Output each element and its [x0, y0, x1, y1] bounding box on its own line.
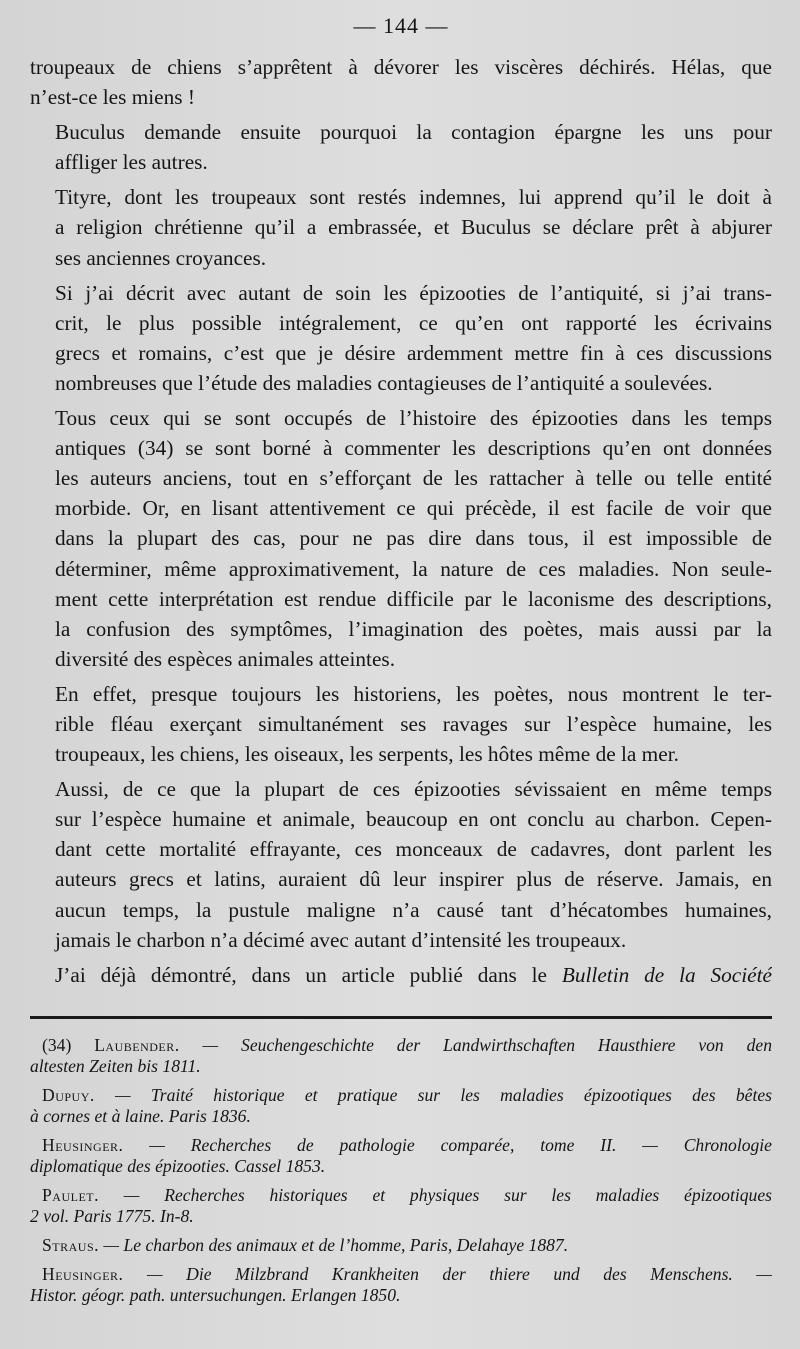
text-line: ment cette interprétation est rendue difficile par le laconisme des descriptions,	[55, 586, 772, 611]
footnote-line	[30, 1235, 772, 1256]
footnote-author: Heusinger.	[42, 1263, 124, 1284]
paragraph	[30, 278, 772, 398]
footnote	[30, 1085, 772, 1127]
footnote-title: — Recherches historiques et physiques sur les maladies épizootiques	[99, 1184, 772, 1205]
text-line: Buculus demande ensuite pourquoi la contagion épargne les uns pour	[55, 120, 772, 145]
text-line: n’est-ce les miens !	[30, 85, 195, 110]
text-line: la confusion des symptômes, l’imagination des poètes, mais aussi par la	[55, 616, 772, 641]
footnote-author: Dupuy.	[42, 1084, 95, 1105]
text-line: déterminer, même approximativement, la nature de ces maladies. Non seule-	[55, 556, 772, 581]
text-line: grecs et romains, c’est que je désire ardemment mettre fin à ces discussions	[55, 340, 772, 365]
text-line: dant cette mortalité effrayante, ces monceaux de cadavres, dont parlent les	[55, 837, 772, 862]
text-line: auteurs grecs et latins, auraient dû leur inspirer plus de réserve. Jamais, en	[55, 867, 772, 892]
footnote-title: — Traité historique et pratique sur les maladies épizootiques des bêtes	[94, 1084, 772, 1105]
text-line: nombreuses que l’étude des maladies contagieuses de l’antiquité a soulevées.	[55, 370, 713, 395]
main-text	[30, 52, 772, 990]
paragraph	[30, 774, 772, 955]
text-line: rible fléau exerçant simultanément ses ravages sur l’espèce humaine, les	[55, 711, 772, 736]
text-line: a religion chrétienne qu’il a embrassée, et Buculus se déclare prêt à abjurer	[55, 215, 772, 240]
text-line: Tityre, dont les troupeaux sont restés indemnes, lui apprend qu’il le doit à	[55, 185, 772, 210]
footnote	[30, 1135, 772, 1177]
footnote-line	[30, 1035, 772, 1056]
footnote-author: Straus.	[42, 1234, 100, 1255]
text-line: antiques (34) se sont borné à commenter les descriptions qu’en ont données	[55, 436, 772, 461]
text-line: Tous ceux qui se sont occupés de l’histoire des épizooties dans les temps	[55, 406, 772, 431]
footnote-title: — Seuchengeschichte der Landwirthschaften Hausthiere von den	[179, 1034, 772, 1055]
text-line: morbide. Or, en lisant attentivement ce qui précède, il est facile de voir que	[55, 496, 772, 521]
text-line: En effet, presque toujours les historiens, les poètes, nous montrent le ter-	[55, 681, 772, 706]
footnote	[30, 1264, 772, 1306]
text-line: les auteurs anciens, tout en s’efforçant de les rattacher à telle ou telle entité	[55, 466, 772, 491]
footnote-title: — Recherches de pathologie comparée, tome II. — Chronologie	[123, 1134, 772, 1155]
text-segment: J’ai déjà démontré, dans un article publié dans le	[55, 962, 562, 987]
text-line: dans la plupart des cas, pour ne pas dire dans tous, il est impossible de	[55, 526, 772, 551]
footnote-title: — Le charbon des animaux et de l’homme, Paris, Delahaye 1887.	[99, 1234, 569, 1255]
paragraph	[30, 679, 772, 769]
footnote-line	[30, 1085, 772, 1106]
footnote-line: à cornes et à laine. Paris 1836.	[30, 1105, 251, 1126]
footnote-line	[30, 1264, 772, 1285]
paragraph	[30, 52, 772, 112]
footnote	[30, 1035, 772, 1077]
footnote-author: Heusinger.	[42, 1134, 124, 1155]
text-line: diversité des espèces animales atteintes.	[55, 646, 396, 671]
paragraph	[30, 117, 772, 177]
footnote-author: Paulet.	[42, 1184, 100, 1205]
text-line	[30, 960, 772, 990]
text-line: jamais le charbon n’a décimé avec autant d’intensité les troupeaux.	[55, 927, 627, 952]
footnote-line	[30, 1185, 772, 1206]
page-number: — 144 —	[353, 13, 449, 38]
text-line: aucun temps, la pustule maligne n’a causé tant d’hécatombes humaines,	[55, 897, 772, 922]
paragraph	[30, 403, 772, 674]
footnote-line: diplomatique des épizooties. Cassel 1853.	[30, 1155, 326, 1176]
footnote-line: Histor. géogr. path. untersuchungen. Erlangen 1850.	[30, 1284, 401, 1305]
footnotes	[30, 1035, 772, 1306]
text-line: crit, le plus possible intégralement, ce qu’en ont rapporté les écrivains	[55, 310, 772, 335]
footnote-line	[30, 1135, 772, 1156]
text-line: Aussi, de ce que la plupart de ces épizooties sévissaient en même temps	[55, 777, 772, 802]
text-line: affliger les autres.	[55, 150, 208, 175]
text-line: troupeaux, les chiens, les oiseaux, les serpents, les hôtes même de la mer.	[55, 742, 679, 767]
paragraph-last	[30, 960, 772, 990]
footnote-separator	[30, 1016, 772, 1019]
footnote-author: Laubender.	[94, 1034, 180, 1055]
footnote-line: altesten Zeiten bis 1811.	[30, 1055, 201, 1076]
text-line: troupeaux de chiens s’apprêtent à dévorer les viscères déchirés. Hélas, que	[30, 55, 772, 79]
text-line: sur l’espèce humaine et animale, beaucoup en ont conclu au charbon. Cepen-	[55, 807, 772, 832]
footnote-marker: (34)	[42, 1034, 95, 1055]
footnote-line: 2 vol. Paris 1775. In-8.	[30, 1205, 194, 1226]
italic-title: Bulletin de la Société	[561, 962, 772, 987]
footnote-title: — Die Milzbrand Krankheiten der thiere und des Menschens. —	[123, 1263, 772, 1284]
paragraph	[30, 182, 772, 272]
text-line: Si j’ai décrit avec autant de soin les épizooties de l’antiquité, si j’ai trans-	[55, 280, 772, 305]
text-line: ses anciennes croyances.	[55, 245, 267, 270]
footnote	[30, 1235, 772, 1256]
footnote	[30, 1185, 772, 1227]
